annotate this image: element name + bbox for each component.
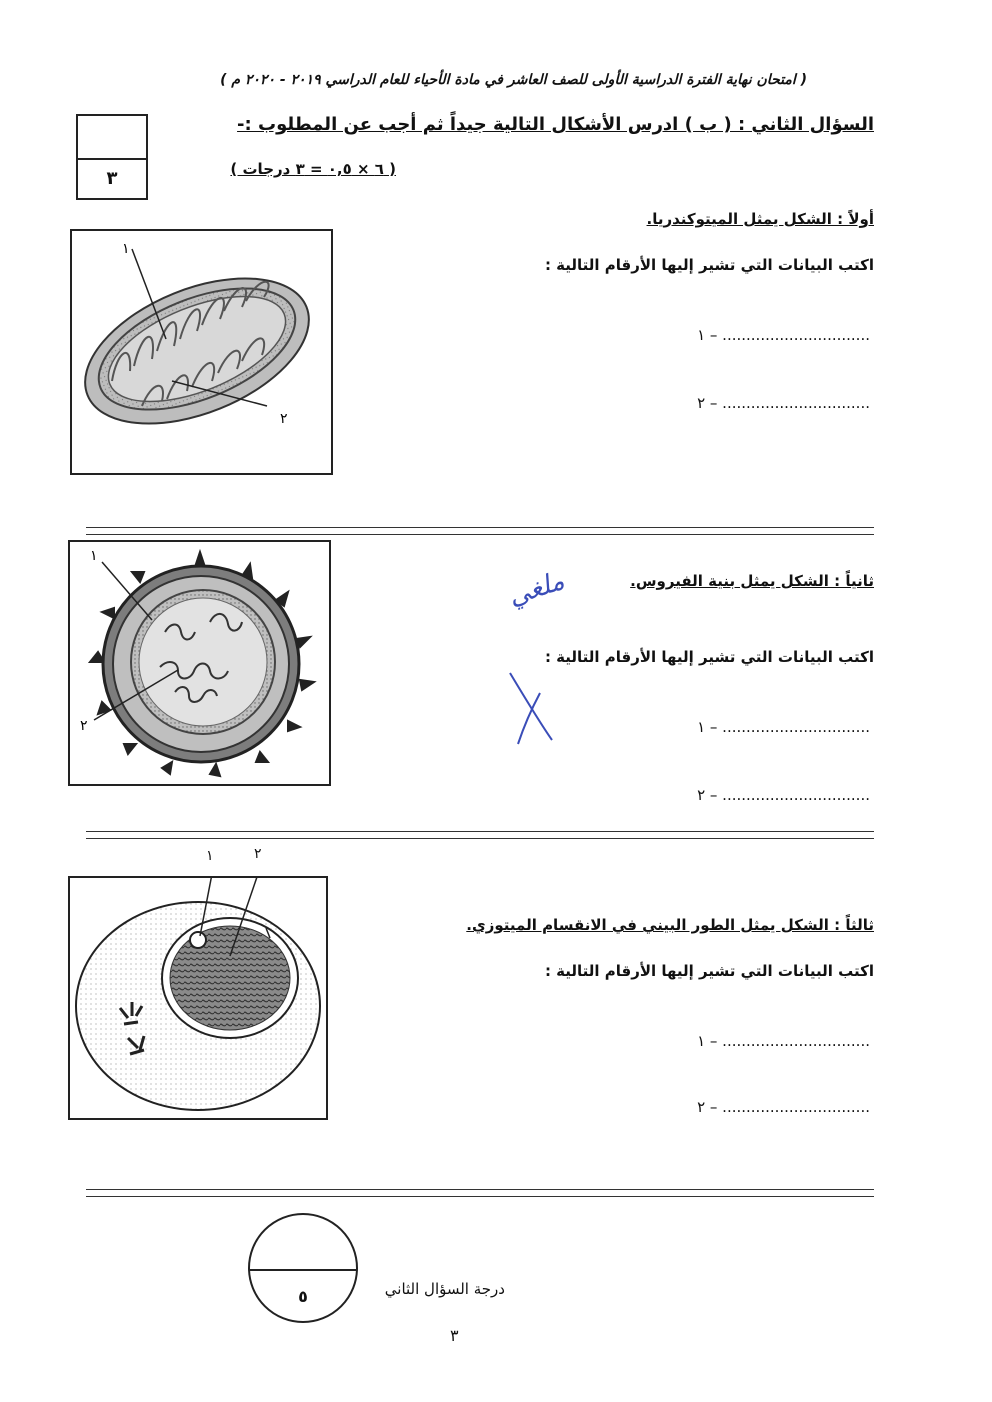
virus-figure [68, 540, 331, 786]
score-box [76, 114, 148, 200]
separator-1 [86, 527, 874, 535]
mitochondria-figure [70, 229, 333, 475]
grade-label: درجة السؤال الثاني [384, 1280, 505, 1298]
grade-circle [248, 1213, 358, 1323]
interphase-figure [68, 876, 328, 1120]
part1-answer-1[interactable]: ١ – ............................... [697, 326, 870, 344]
figure2-label-1: ١ [90, 548, 98, 564]
virus-illustration [70, 542, 329, 784]
part3-answer-2[interactable]: ٢ – ............................... [697, 1098, 870, 1116]
separator-2 [86, 831, 874, 839]
page-number: ٣ [450, 1326, 459, 1345]
part2-instruction: اكتب البيانات التي تشير إليها الأرقام التالية : [544, 648, 874, 666]
interphase-illustration [70, 878, 326, 1118]
figure1-label-1: ١ [122, 241, 130, 257]
handwritten-note: ملغي [504, 565, 568, 613]
part2-answer-1[interactable]: ١ – ............................... [697, 718, 870, 736]
figure3-label-1: ١ [206, 848, 214, 864]
part2-title: ثانياً : الشكل يمثل بنية الفيروس. [630, 572, 874, 590]
grade-value: ٥ [298, 1287, 308, 1306]
mitochondria-illustration [72, 231, 331, 473]
part3-instruction: اكتب البيانات التي تشير إليها الأرقام التالية : [544, 962, 874, 980]
question-marks: ( ٦ × ٠,٥ = ٣ درجات ) [230, 160, 396, 178]
score-box-value: ٣ [106, 168, 118, 189]
handwritten-cross-mark [500, 668, 560, 748]
part1-title: أولاً : الشكل يمثل الميتوكندريا. [646, 210, 874, 228]
part2-answer-2[interactable]: ٢ – ............................... [697, 786, 870, 804]
separator-3 [86, 1189, 874, 1197]
part3-title: ثالثاً : الشكل يمثل الطور البيني في الانقسام الميتوزي. [466, 916, 874, 934]
figure3-label-2: ٢ [254, 846, 262, 862]
part1-instruction: اكتب البيانات التي تشير إليها الأرقام التالية : [544, 256, 874, 274]
figure2-label-2: ٢ [80, 718, 88, 734]
figure1-label-2: ٢ [280, 411, 288, 427]
exam-header: ( امتحان نهاية الفترة الدراسية الأولى للصف العاشر في مادة الأحياء للعام الدراسي ٢٠١٩ - ٢٠٢٠ م ) [220, 72, 807, 88]
part1-answer-2[interactable]: ٢ – ............................... [697, 394, 870, 412]
question-title: السؤال الثاني : ( ب ) ادرس الأشكال التالية جيداً ثم أجب عن المطلوب :- [237, 114, 874, 135]
part3-answer-1[interactable]: ١ – ............................... [697, 1032, 870, 1050]
